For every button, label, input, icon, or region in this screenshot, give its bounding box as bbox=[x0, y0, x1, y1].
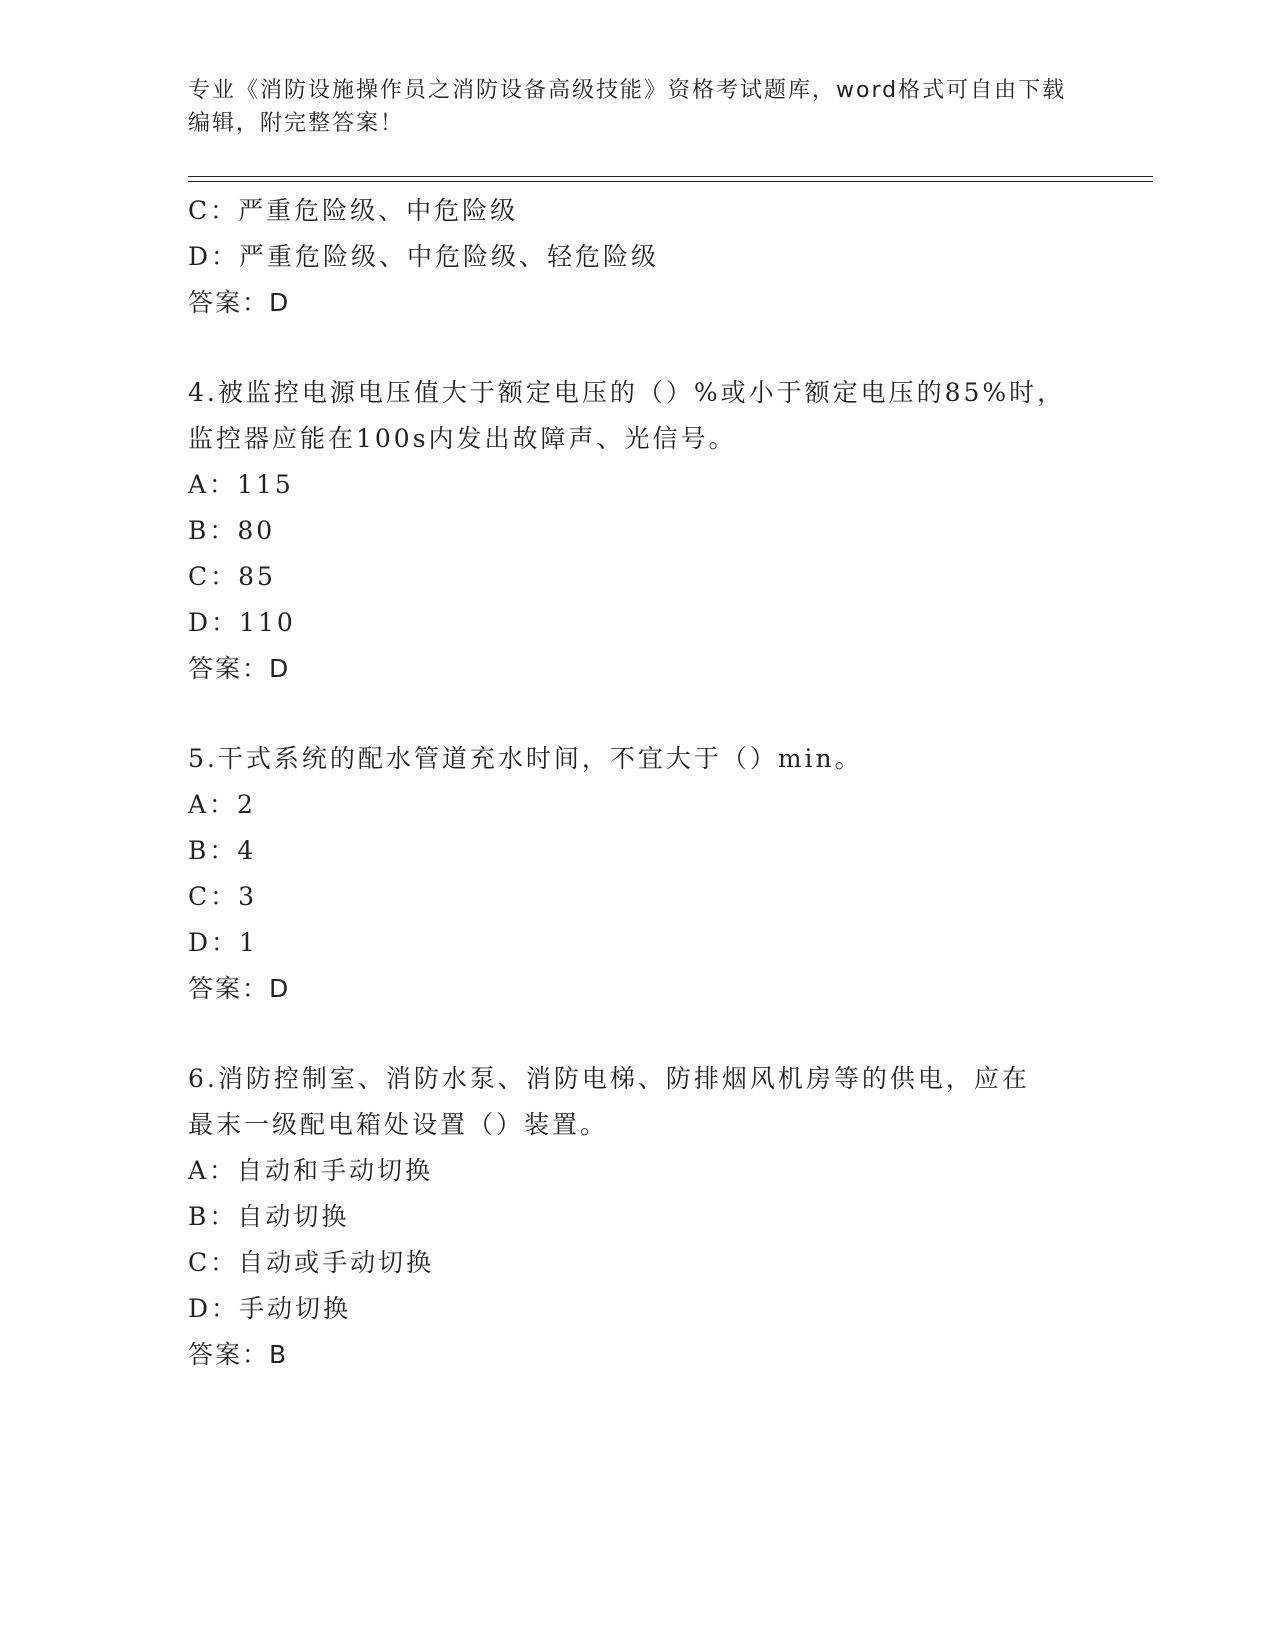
q5-answer: 答案：D bbox=[188, 974, 291, 1003]
q4-option-b: B：80 bbox=[188, 516, 276, 545]
document-header: 专业《消防设施操作员之消防设备高级技能》资格考试题库，word格式可自由下载编辑，附完整答案！ bbox=[188, 78, 1067, 136]
q5-option-b: B：4 bbox=[188, 836, 257, 865]
q5-option-c: C：3 bbox=[188, 882, 258, 911]
q3-option-c: C：严重危险级、中危险级 bbox=[188, 196, 519, 225]
q4-option-d: D：110 bbox=[188, 608, 296, 637]
question-spacer bbox=[188, 692, 1088, 736]
q6-stem-line1: 6.消防控制室、消防水泵、消防电梯、防排烟风机房等的供电，应在 bbox=[188, 1064, 1030, 1093]
q6-option-b: B：自动切换 bbox=[188, 1202, 350, 1231]
q3-answer: 答案：D bbox=[188, 288, 291, 317]
q3-option-d: D：严重危险级、中危险级、轻危险级 bbox=[188, 242, 660, 271]
header-divider-top bbox=[188, 176, 1153, 177]
q4-option-a: A：115 bbox=[188, 470, 294, 499]
header-divider-bottom bbox=[188, 181, 1153, 182]
q6-option-a: A：自动和手动切换 bbox=[188, 1156, 434, 1185]
q6-option-d: D：手动切换 bbox=[188, 1294, 352, 1323]
q5-stem-line1: 5.干式系统的配水管道充水时间，不宜大于（）min。 bbox=[188, 744, 863, 773]
question-list bbox=[188, 188, 1088, 1378]
q5-option-a: A：2 bbox=[188, 790, 256, 819]
q4-answer: 答案：D bbox=[188, 654, 291, 683]
q5-option-d: D：1 bbox=[188, 928, 258, 957]
q6-answer: 答案：B bbox=[188, 1340, 289, 1369]
q6-option-c: C：自动或手动切换 bbox=[188, 1248, 435, 1277]
q4-stem-line1: 4.被监控电源电压值大于额定电压的（）%或小于额定电压的85%时， bbox=[188, 378, 1066, 407]
q4-stem-line2: 监控器应能在100s内发出故障声、光信号。 bbox=[188, 424, 737, 453]
question-spacer bbox=[188, 1012, 1088, 1056]
question-spacer bbox=[188, 326, 1088, 370]
q6-stem-line2: 最末一级配电箱处设置（）装置。 bbox=[188, 1110, 609, 1139]
q4-option-c: C：85 bbox=[188, 562, 276, 591]
